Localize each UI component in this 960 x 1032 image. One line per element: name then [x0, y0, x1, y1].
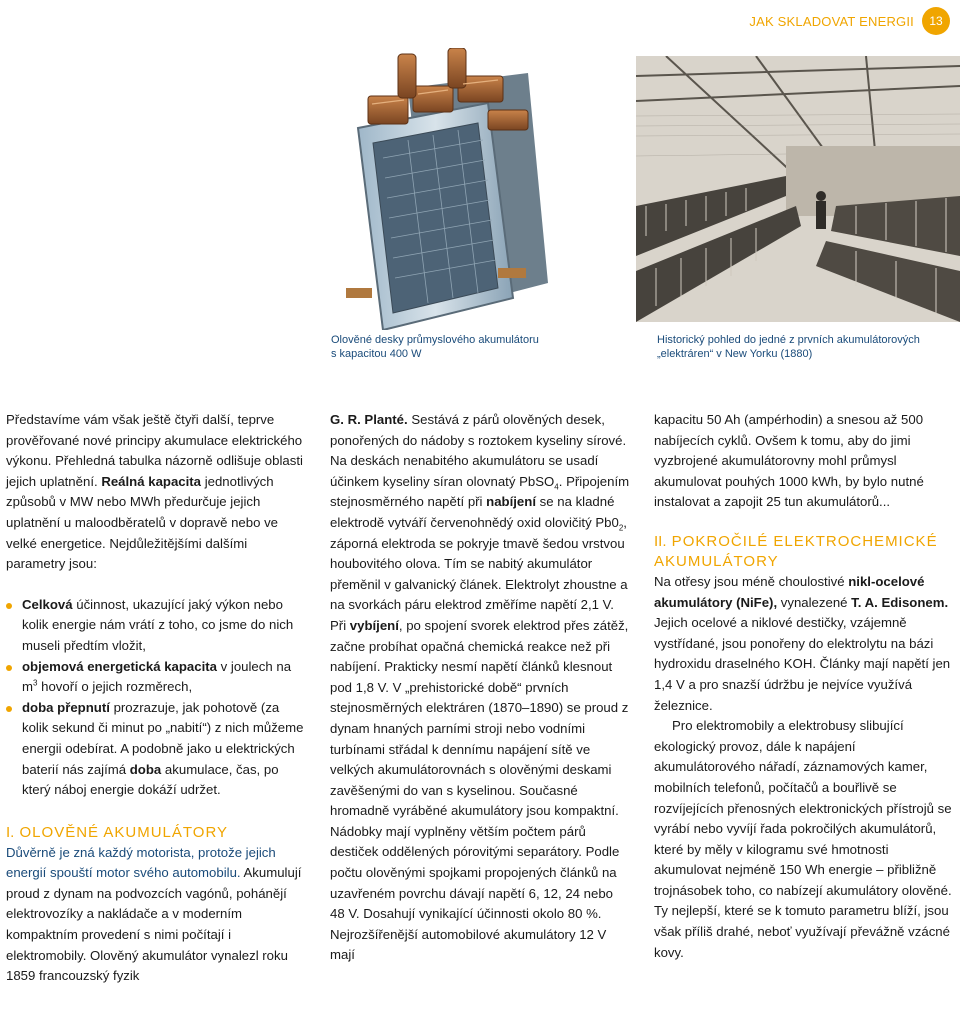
parameter-list	[6, 595, 304, 801]
intro-paragraph: Představíme vám však ještě čtyři další, teprve prověřované nové principy akumulace elektrického výkonu. Přehledná tabulka názorně odlišuje oblasti jejich uplatnění. Reálná kapacita jednotlivých způsobů v MW nebo MWh předurčuje jejich uplatnění u maloodběratelů v dopravě nebo ve velké energetice. Nejdůležitějšími dalšími parametry jsou:	[6, 412, 303, 572]
section-heading-advanced: II. POKROČILÉ ELEKTROCHEMICKÉ AKUMULÁTORY	[654, 532, 938, 570]
list-item: doba přepnutí prozrazuje, jak pohotově (za kolik sekund či minut po „nabití“) z nich můžeme energii odebírat. A podobně jako u elektrických baterií nás zajímá doba akumulace, čas, po který náboj energie dokáží udržet.	[6, 698, 304, 801]
caption-battery	[331, 333, 581, 361]
capacity-paragraph: kapacitu 50 Ah (ampérhodin) a snesou až 500 nabíjecích cyklů. Ovšem k tomu, aby do jimi vyzbrojené akumulátorovny mohl průmysl akumulovat pouhých 1000 kWh, by bylo nutné instalovat a zapojit 25 tun akumulátorů...	[654, 412, 924, 510]
nife-paragraph: Na otřesy jsou méně choulostivé nikl-ocelové akumulátory (NiFe), vynalezené T. A. Edisonem. Jejich ocelové a niklové destičky, vzájemně vystřídané, jsou ponořeny do elektrolytu na bázi hydroxidu draselného KOH. Články mají napětí jen 1,4 V a pro snazší údržbu je nejvíce využívá železnice.	[654, 573, 951, 713]
caption-battery-line1: Olověné desky průmyslového akumulátoru	[331, 334, 539, 346]
advanced-batteries-paragraph: Pro elektromobily a elektrobusy slibující ekologický provoz, dále k napájení akumulátorového nářadí, záznamových kamer, mobilních telefonů, počítačů a bouřlivě se rozvíjejících přenosných elektronických přístrojů se vyrábí nebo vyvíjí řada pokročilých akumulátorů, které by měly v kilogramu své hmotnosti akumulovat nejméně 150 Wh energie – přibližně trojnásobek toho, co nabízejí akumulátory olověné. Ty nejlepší, které se k tomuto parametru blíží, jsou však příliš drahé, neboť využívají převážně vzácné kovy.	[654, 718, 952, 960]
text-column-1	[6, 410, 304, 987]
text-column-3	[654, 410, 954, 963]
text-column-2	[330, 410, 630, 966]
real-capacity-term: Reálná kapacita	[101, 473, 202, 489]
caption-plant	[657, 333, 957, 361]
list-item: Celková účinnost, ukazující jaký výkon nebo kolik energie nám vrátí z toho, co jsme do nich museli předtím vložit,	[6, 595, 304, 657]
section-heading-lead-acid: I. OLOVĚNÉ AKUMULÁTORY	[6, 823, 229, 841]
caption-plant-line1: Historický pohled do jedné z prvních akumulátorových	[657, 334, 920, 346]
caption-plant-line2: „elektráren“ v New Yorku (1880)	[657, 348, 813, 360]
page-header	[749, 6, 950, 36]
industrial-battery-photo	[338, 48, 568, 330]
lead-acid-paragraph: Důvěrně je zná každý motorista, protože jejich energií spouští motor svého automobilu. Akumulují proud z dynam na podvozcích vagónů, pohánějí elektrovozíky a nakládače a v moderním kompaktním provedení s nimi počítají i elektromobily. Olověný akumulátor vynalezl roku 1859 francouzský fyzik	[6, 844, 302, 984]
caption-battery-line2: s kapacitou 400 W	[331, 348, 422, 360]
list-item: objemová energetická kapacita v joulech na $m^3$ hovoří o jejich rozměrech,	[6, 657, 304, 698]
page-number-badge: 13	[922, 7, 950, 35]
running-title: JAK SKLADOVAT ENERGII	[749, 13, 914, 29]
lead-acid-continued: G. R. Planté. Sestává z párů olověných desek, ponořených do nádoby s roztokem kyseliny sírové. Na deskách nenabitého akumulátoru se usadí účinkem kyseliny síran olovnatý PbSO$_4$. Připojením stejnosměrného napětí při nabíjení se na kladné elektrodě vytváří červenohnědý oxid olovičitý $Pb0_2$, záporná elektroda se pokryje tmavě šedou vrstvou houbovitého olova. Tím se nabitý akumulátor přeměnil v galvanický článek. Elektrolyt zhoustne a na svorkách páru elektrod změříme napětí 2,1 V. Při vybíjení, po spojení svorek elektrod přes zátěž, začne probíhat opačná chemická reakce než při nabíjení. Prakticky nesmí napětí článků klesnout pod 1,8 V. V „prehistorické době“ prvních stejnosměrných elektráren (1870–1890) se proud z dynam hnaných parními stroji nebo vodními turbínami střádal k dennímu napájení sítě ve velkých akumulátorovnách s olověnými deskami zavěšenými do van s kyselinou. Současné hromadně vyráběné akumulátory jsou kompaktní. Nádobky mají vyplněny větším počtem párů destiček oddělených pórovitými separátory. Podle počtu olověnými spojkami propojených článků na uzavřeném povrchu dávají napětí 6, 12, 24 nebo 48 V. Dosahují vynikající účinnosti okolo 80 %. Nejrozšířenější automobilové akumulátory 12 V mají	[330, 412, 630, 963]
historic-accumulator-hall-engraving	[636, 56, 960, 322]
